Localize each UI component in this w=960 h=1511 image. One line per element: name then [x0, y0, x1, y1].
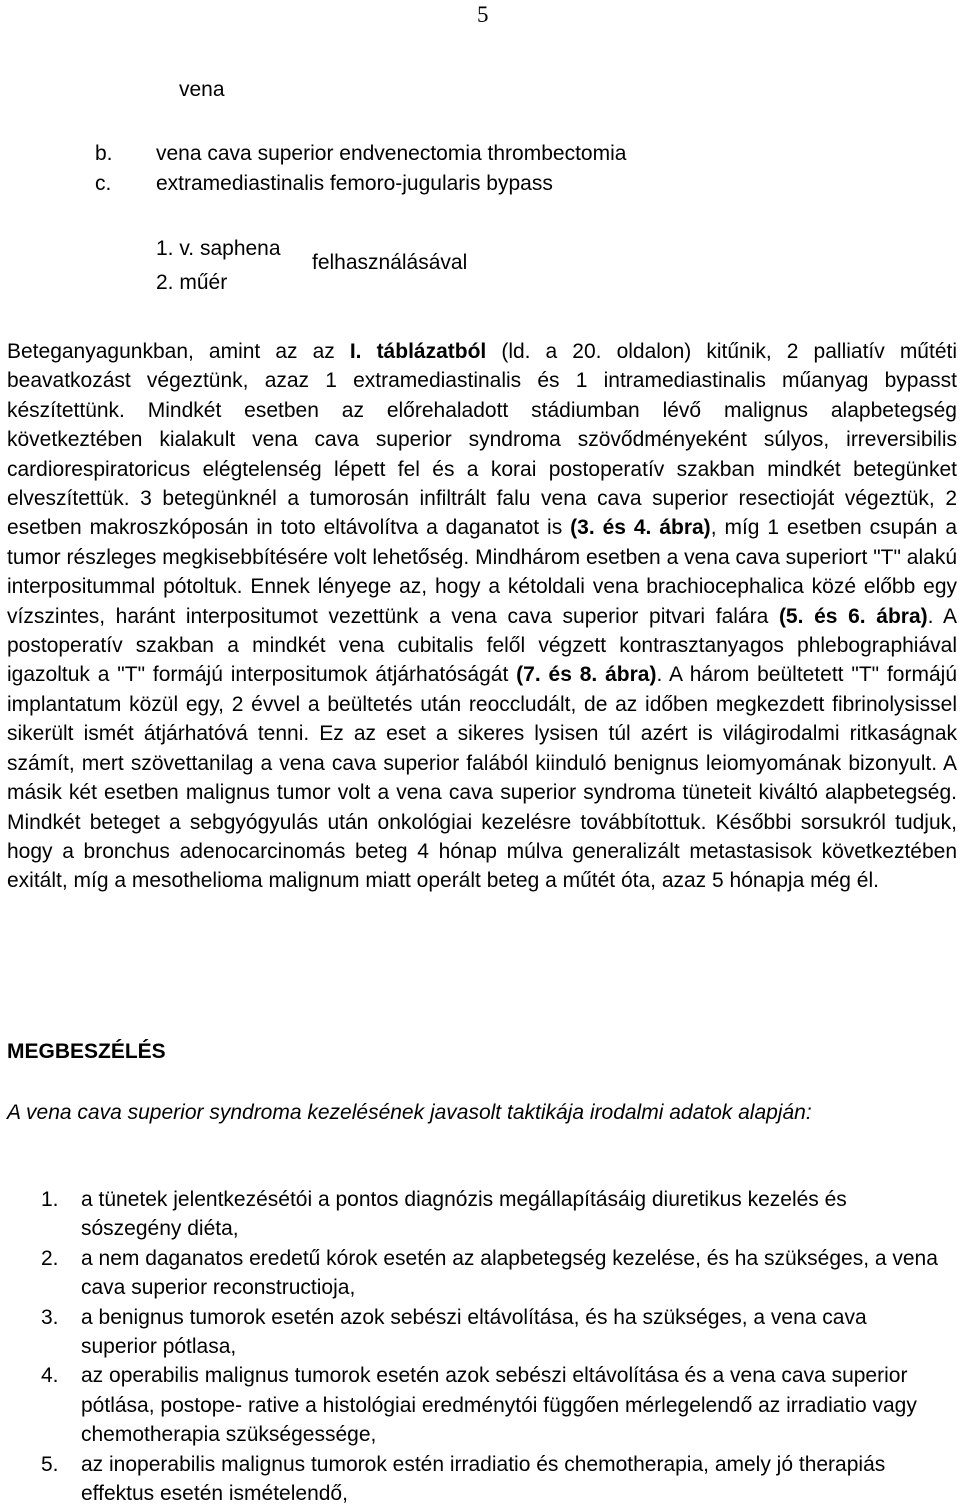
section-heading: MEGBESZÉLÉS	[7, 1040, 166, 1063]
list-number: 1.	[41, 1188, 59, 1211]
operation-text: vena cava superior endvenectomia thrombectomia	[156, 142, 627, 165]
treatment-list	[0, 1185, 960, 1508]
list-item	[0, 1450, 941, 1509]
list-text: a benignus tumorok esetén azok sebészi eltávolítása, és ha szükséges, a vena cava superior pótlasa,	[81, 1305, 867, 1359]
operation-marker: c.	[95, 172, 112, 195]
operation-item-b	[95, 142, 626, 166]
operation-item-c	[95, 172, 553, 196]
sub-option-marker: 2.	[156, 271, 174, 294]
figure-reference: (7. és 8. ábra)	[516, 663, 657, 687]
table-reference: I. táblázatból	[349, 340, 487, 363]
sub-option-text: műér	[179, 271, 228, 294]
sub-options-suffix: felhasználásával	[312, 251, 468, 274]
paragraph-text: Beteganyagunkban, amint az az	[7, 340, 350, 363]
intro-word: vena	[179, 78, 225, 101]
results-paragraph	[7, 337, 957, 896]
sub-option-1	[156, 237, 281, 261]
list-text: az operabilis malignus tumorok esetén azok sebészi eltávolítása és a vena cava superior pótlása, postope- rative a histológiai eredménytói függően mérlegelendő az irradiatio vagy chemotherapia szükségessége,	[81, 1364, 917, 1447]
sub-option-marker: 1.	[156, 237, 174, 260]
list-number: 5.	[41, 1452, 59, 1476]
list-item	[0, 1361, 941, 1449]
operation-marker: b.	[95, 142, 113, 165]
list-item	[0, 1244, 941, 1303]
operation-text: extramediastinalis femoro-jugularis bypass	[156, 172, 553, 195]
section-subheading: A vena cava superior syndroma kezelésének javasolt taktikája irodalmi adatok alapján:	[7, 1101, 812, 1124]
list-text: az inoperabilis malignus tumorok estén irradiatio és chemotherapia, amely jó therapiás effektus esetén ismételendő,	[81, 1452, 886, 1506]
list-text: a nem daganatos eredetű kórok esetén az alapbetegség kezelése, és ha szükséges, a vena cava superior reconstructioja,	[81, 1246, 938, 1300]
list-text: a tünetek jelentkezésétói a pontos diagnózis megállapításáig diuretikus kezelés és sószegény diéta,	[81, 1188, 847, 1241]
list-number: 2.	[41, 1246, 59, 1270]
paragraph-text: . A postoperatív szakban a mindkét vena cubitalis felől végzett kontrasztanyagos phlebographiával igazoltuk a "T" formájú interpositumok átjárhatóságát	[7, 604, 957, 687]
sub-option-2	[156, 271, 227, 295]
page-number: 5	[477, 2, 489, 27]
sub-option-text: v. saphena	[179, 237, 281, 260]
paragraph-text: (ld. a 20. oldalon) kitűnik, 2 palliatív műtéti beavatkozást végeztünk, azaz 1 extramediastinalis és 1 intramediastinalis műanyag bypasst készítettünk. Mindkét esetben az előrehaladott stádiumban lévő malignus alapbetegség következtében kialakult vena cava superior syndroma szövődményeként súlyos, irreversibilis cardiorespiratoricus elégtelenség lépett fel és a korai postoperatív szakban mindkét betegünket elveszítettük. 3 betegünknél a tumorosán infiltrált falu vena cava superior resectioját végeztük, 2 esetben makroszkóposán in toto eltávolítva a daganatot is	[7, 340, 958, 540]
figure-reference: (3. és 4. ábra)	[570, 516, 711, 540]
list-item	[0, 1185, 941, 1244]
list-number: 3.	[41, 1305, 59, 1329]
list-number: 4.	[41, 1364, 59, 1388]
paragraph-text: , míg 1 esetben csupán a tumor részleges megkisebbítésére volt lehetőség. Mindhárom esetben a vena cava superiort "T" alakú interpositummal pótoltuk. Ennek lényege az, hogy a kétoldali vena brachiocephalica közé előbb egy vízszintes, haránt interpositumot vezettünk a vena cava superior pitvari falára	[7, 516, 958, 628]
list-item	[0, 1303, 941, 1362]
figure-reference: (5. és 6. ábra)	[778, 604, 928, 628]
paragraph-text: . A három beültetett "T" formájú implantatum közül egy, 2 évvel a beültetés után reoccludált, de az időben megkezdett fibrinolysissel sikerült ismét átjárhatóvá tenni. Ez az eset a sikeres lysisen túl azért is világirodalmi ritkaságnak számít, mert szövettanilag a vena cava superior falából kiinduló benignus leiomyomának bizonyult. A másik két esetben malignus tumor volt a vena cava superior syndroma tüneteit kiváltó alapbetegség. Mindkét beteget a sebgyógyulás után onkológiai kezelésre továbbítottuk. Későbbi sorsukról tudjuk, hogy a bronchus adenocarcinomás beteg 4 hónap múlva generalizált metastasisok következtében exitált, míg a mesothelioma malignum miatt operált beteg a műtét óta, azaz 5 hónapja még él.	[7, 663, 957, 893]
